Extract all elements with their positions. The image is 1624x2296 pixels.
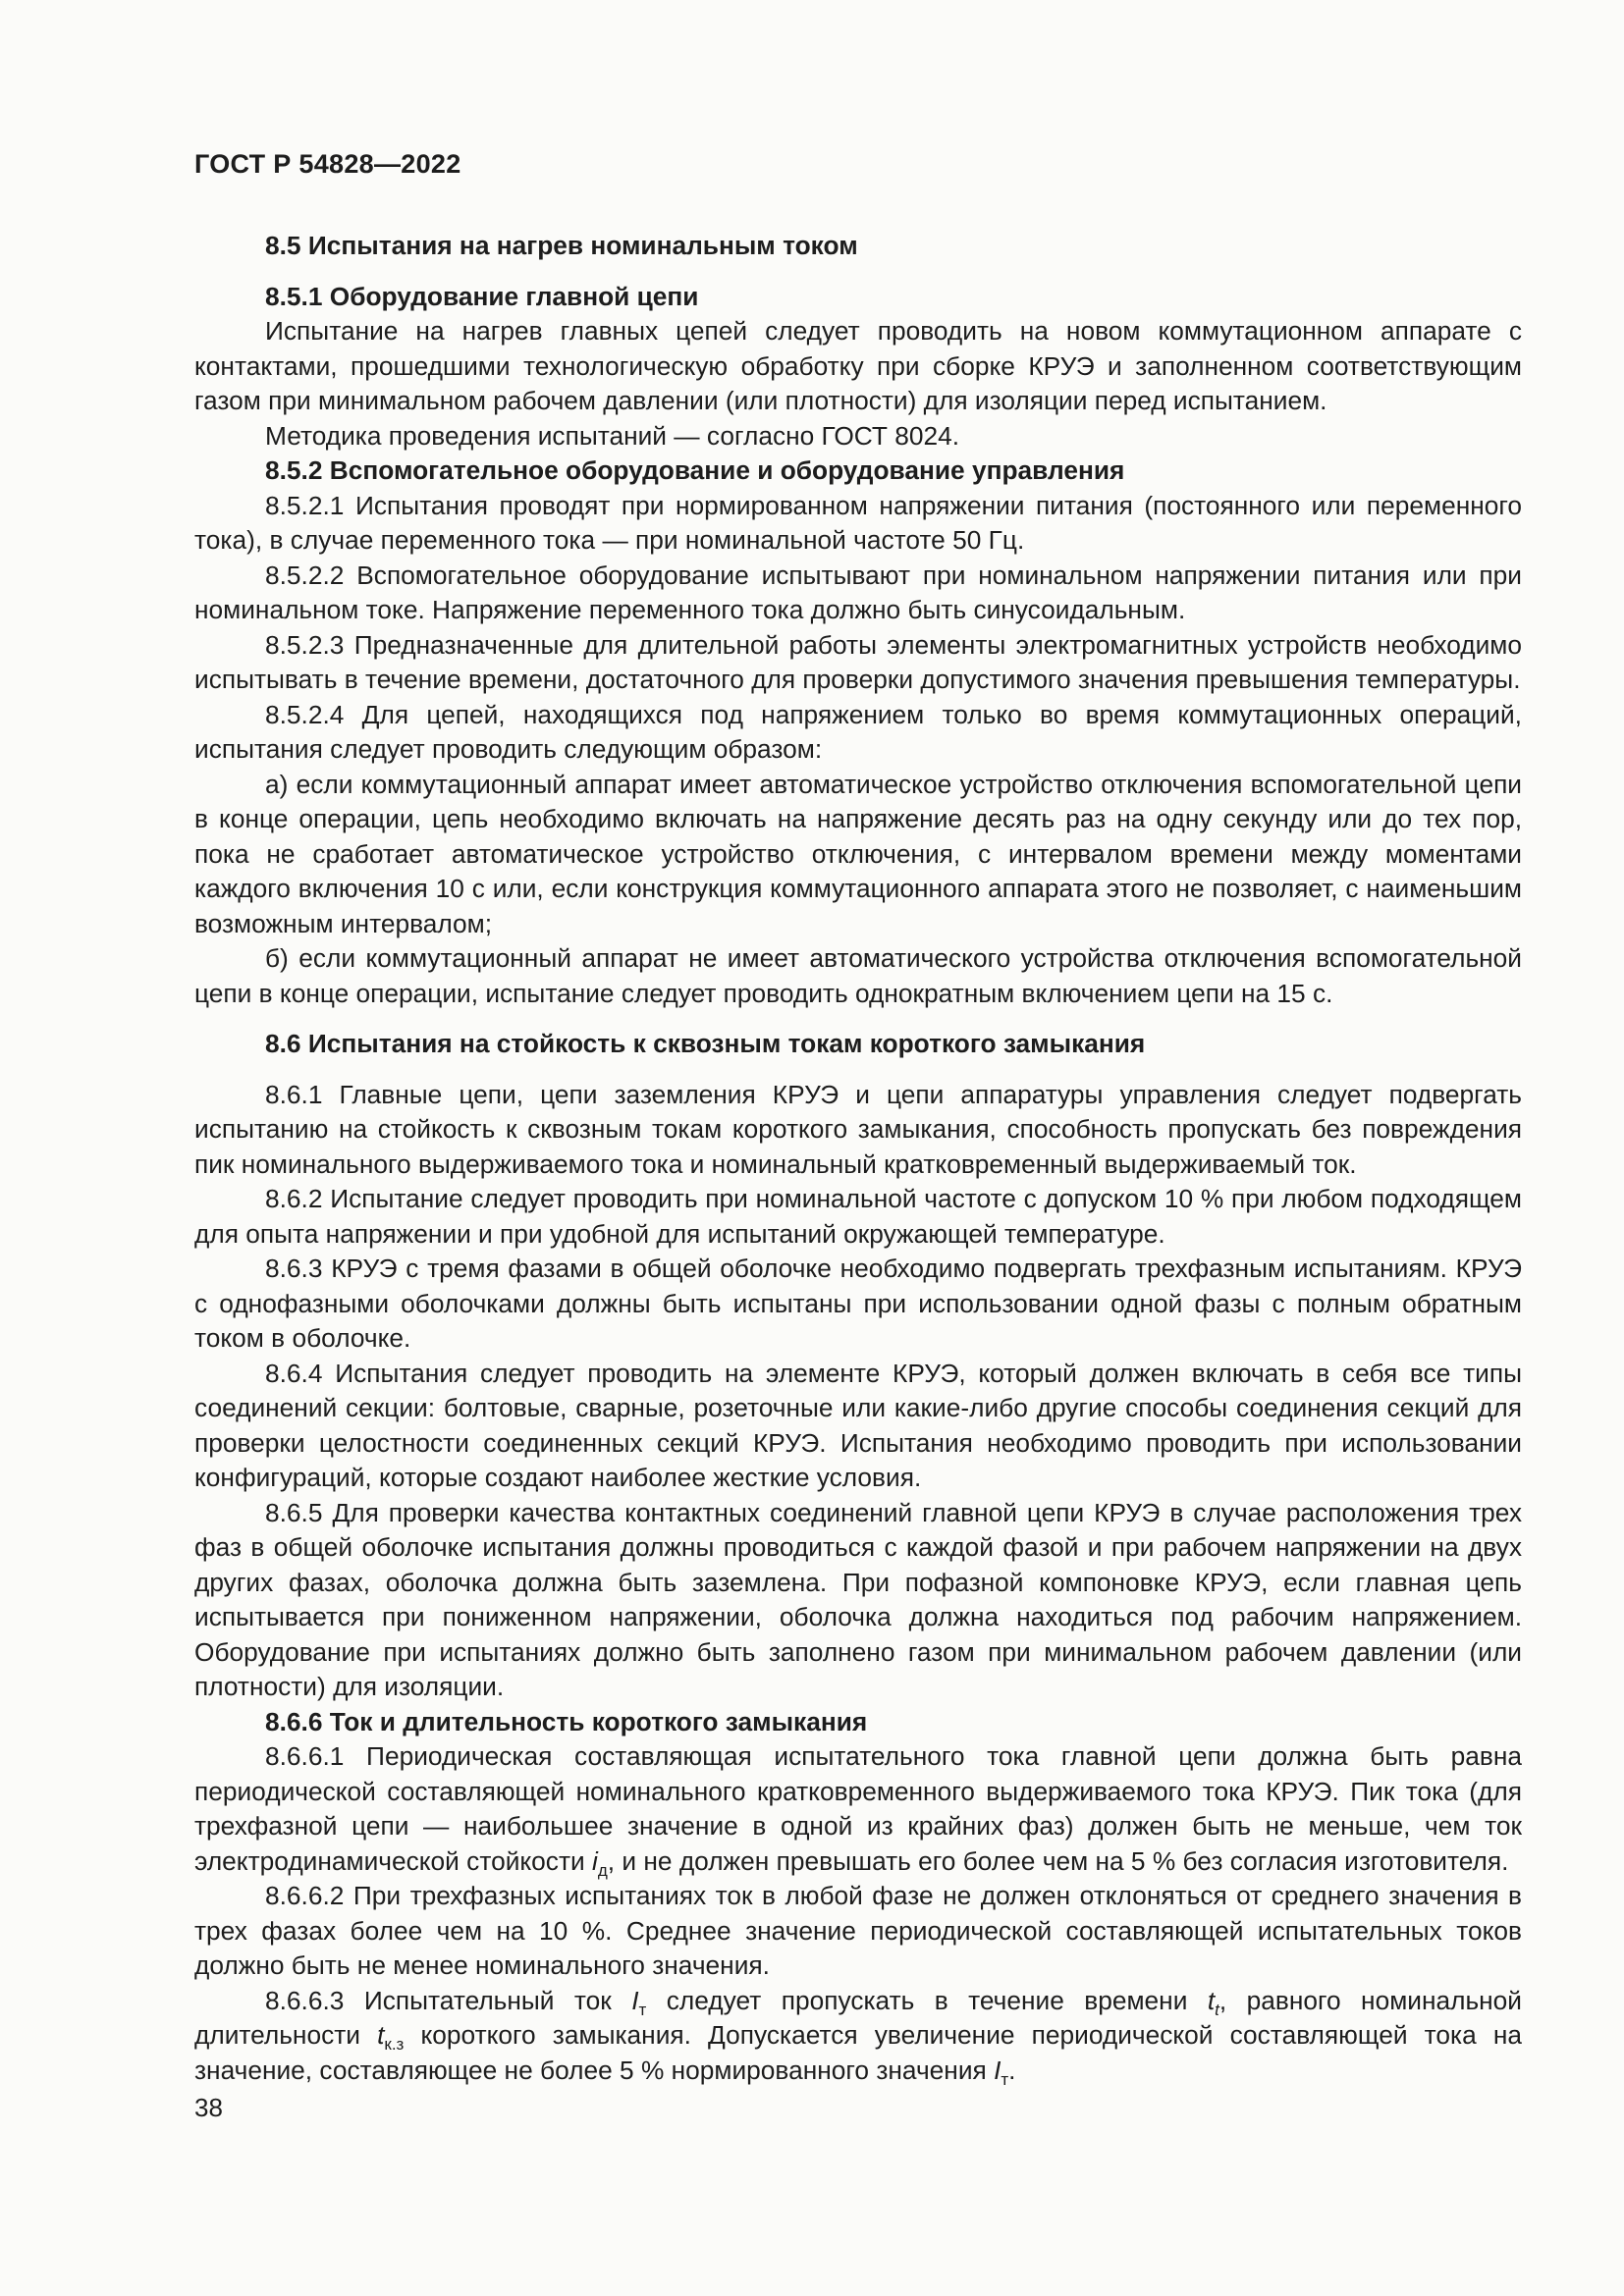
paragraph: 8.6.1 Главные цепи, цепи заземления КРУЭ и цепи аппаратуры управления следует подвергать испытанию на стойкость к сквозным токам короткого замыкания, способность пропускать без повреждения пик номинального выдерживаемого тока и номинальный кратковременный выдерживаемый ток. <box>194 1079 1522 1179</box>
section-8-5-title: 8.5 Испытания на нагрев номинальным током <box>265 231 858 260</box>
paragraph: 8.6.5 Для проверки качества контактных соединений главной цепи КРУЭ в случае расположения трех фаз в общей оболочке испытания должны проводиться с каждой фазой и при рабочем напряжении на двух других фазах, оболочка должна быть заземлена. При пофазной компоновке КРУЭ, если главная цепь испытывается при пониженном напряжении, оболочка должна находиться под рабочим напряжением. Оборудование при испытаниях должно быть заполнено газом при минимальном рабочем давлении (или плотности) для изоляции. <box>194 1497 1522 1701</box>
text-run: следует пропускать в течение времени <box>646 1985 1208 2015</box>
document-body <box>194 229 1522 2088</box>
text-run: . <box>1008 2055 1016 2085</box>
paragraph: 8.5.2.2 Вспомогательное оборудование испытывают при номинальном напряжении питания или при номинальном токе. Напряжение переменного тока должно быть синусоидальным. <box>194 560 1522 624</box>
subscript-t: т <box>1001 2069 1009 2089</box>
paragraph: 8.6.3 КРУЭ с тремя фазами в общей оболочке необходимо подвергать трехфазным испытаниям. КРУЭ с однофазными оболочками должны быть испытаны при использовании одной фазы с полным обратным током в оболочке. <box>194 1254 1522 1353</box>
section-8-6-title: 8.6 Испытания на стойкость к сквозным токам короткого замыкания <box>265 1029 1146 1058</box>
text-run: 8.6.6.1 Периодическая составляющая испытательного тока главной цепи должна быть равна периодической составляющей номинального кратковременного выдерживаемого тока КРУЭ. Пик тока (для трехфазной цепи — наибольшее значение в одной из крайних фаз) должен быть не меньше, чем ток электродинамической стойкости <box>194 1741 1522 1876</box>
list-item: а) если коммутационный аппарат имеет автоматическое устройство отключения вспомогательной цепи в конце операции, цепь необходимо включать на напряжение десять раз на одну секунду или до тех пор, пока не сработает автоматическое устройство отключения, с интервалом времени между моментами каждого включения 10 с или, если конструкция коммутационного аппарата этого не позволяет, с наименьшим возможным интервалом; <box>194 769 1522 938</box>
text-run: , и не должен превышать его более чем на 5 % без согласия изготовителя. <box>607 1845 1509 1876</box>
text-run: короткого замыкания. Допускается увеличение периодической составляющей тока на значение, составляющее не более 5 % нормированного значения <box>194 2020 1522 2085</box>
paragraph: 8.5.2.3 Предназначенные для длительной работы элементы электромагнитных устройств необходимо испытывать в течение времени, достаточного для проверки допустимого значения превышения температуры. <box>194 629 1522 694</box>
subscript-t: т <box>638 2000 647 2019</box>
text-run: , равного номинальной длительности <box>194 1985 1522 2050</box>
paragraph <box>194 1739 1522 1879</box>
paragraph: 8.5.2.1 Испытания проводят при нормированном напряжении питания (постоянного или переменного тока), в случае переменного тока — при номинальной частоте 50 Гц. <box>194 490 1522 555</box>
section-8-5-2-title: 8.5.2 Вспомогательное оборудование и оборудование управления <box>265 455 1125 485</box>
paragraph: 8.5.2.4 Для цепей, находящихся под напряжением только во время коммутационных операций, испытания следует проводить следующим образом: <box>194 699 1522 764</box>
paragraph: 8.6.4 Испытания следует проводить на элементе КРУЭ, который должен включать в себя все типы соединений секции: болтовые, сварные, розеточные или какие-либо другие способы соединения секций для проверки целостности соединенных секций КРУЭ. Испытания необходимо проводить при использовании конфигураций, которые создают наиболее жесткие условия. <box>194 1358 1522 1492</box>
symbol-i: i <box>592 1845 598 1876</box>
subscript-kz: к.з <box>384 2035 405 2054</box>
symbol-I: I <box>631 1985 639 2015</box>
section-8-5-1-title: 8.5.1 Оборудование главной цепи <box>265 281 699 311</box>
paragraph: Методика проведения испытаний — согласно ГОСТ 8024. <box>265 420 960 451</box>
subscript-t-letter: t <box>1215 2000 1219 2019</box>
section-8-6-6-title: 8.6.6 Ток и длительность короткого замыкания <box>265 1706 868 1736</box>
text-run: 8.6.6.3 Испытательный ток <box>265 1985 632 2015</box>
subscript-d: д <box>597 1860 608 1880</box>
paragraph: Испытание на нагрев главных цепей следует проводить на новом коммутационном аппарате с контактами, прошедшими технологическую обработку при сборке КРУЭ и заполненном соответствующим газом при минимальном рабочем давлении (или плотности) для изоляции перед испытанием. <box>194 316 1522 415</box>
page-number: 38 <box>194 2093 223 2122</box>
list-item: б) если коммутационный аппарат не имеет автоматического устройства отключения вспомогательной цепи в конце операции, испытание следует проводить однократным включением цепи на 15 с. <box>194 943 1522 1008</box>
paragraph: 8.6.6.2 При трехфазных испытаниях ток в любой фазе не должен отклоняться от среднего значения в трех фазах более чем на 10 %. Среднее значение периодической составляющей испытательных токов должно быть не менее номинального значения. <box>194 1881 1522 1980</box>
symbol-I: I <box>994 2055 1001 2085</box>
symbol-t: t <box>377 2020 385 2050</box>
symbol-t: t <box>1207 1985 1216 2015</box>
document-header: ГОСТ Р 54828—2022 <box>194 149 461 179</box>
paragraph: 8.6.2 Испытание следует проводить при номинальной частоте с допуском 10 % при любом подходящем для опыта напряжении и при удобной для испытаний окружающей температуре. <box>194 1184 1522 1249</box>
paragraph <box>194 1984 1522 2089</box>
